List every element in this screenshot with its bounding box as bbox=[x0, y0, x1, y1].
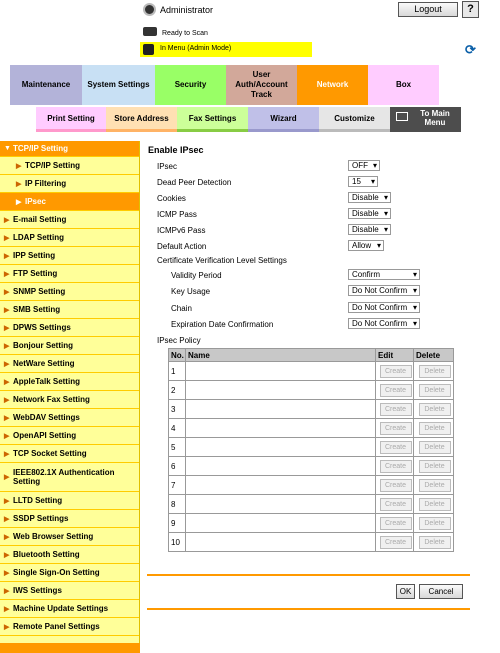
delete-button[interactable]: Delete bbox=[419, 365, 451, 378]
arrow-icon: ▶ bbox=[4, 342, 10, 350]
ready-status: Ready to Scan bbox=[162, 30, 208, 37]
chain-label: Chain bbox=[171, 304, 192, 313]
sidebar-footer bbox=[0, 643, 140, 653]
table-row bbox=[169, 476, 454, 495]
tab-to-main-menu[interactable] bbox=[390, 107, 461, 132]
divider-bottom bbox=[147, 608, 470, 610]
row-number: 1 bbox=[169, 362, 186, 381]
arrow-icon: ▶ bbox=[4, 216, 10, 224]
sidebar-item-label: Network Fax Setting bbox=[13, 395, 90, 404]
sidebar-item-label: Web Browser Setting bbox=[13, 532, 94, 541]
row-edit-cell bbox=[376, 495, 414, 514]
row-name bbox=[185, 381, 375, 400]
sidebar-item-label: OpenAPI Setting bbox=[13, 431, 77, 440]
arrow-icon: ▶ bbox=[4, 378, 10, 386]
row-edit-cell bbox=[376, 438, 414, 457]
ipsec-label: IPsec bbox=[157, 162, 178, 171]
sidebar-item-label: Machine Update Settings bbox=[13, 604, 109, 613]
row-number: 9 bbox=[169, 514, 186, 533]
table-row bbox=[169, 438, 454, 457]
row-name bbox=[185, 400, 375, 419]
row-delete-cell bbox=[414, 400, 454, 419]
to-main-menu-label: To Main Menu bbox=[420, 109, 450, 127]
arrow-icon: ▼ bbox=[4, 145, 11, 152]
cancel-button[interactable]: Cancel bbox=[419, 584, 463, 599]
arrow-icon: ▶ bbox=[16, 198, 22, 206]
sidebar-item[interactable] bbox=[0, 283, 139, 301]
arrow-icon: ▶ bbox=[4, 551, 10, 559]
main-menu-icon bbox=[396, 112, 408, 121]
row-edit-cell bbox=[376, 533, 414, 552]
delete-button[interactable]: Delete bbox=[419, 460, 451, 473]
sidebar-item[interactable] bbox=[0, 528, 139, 546]
row-delete-cell bbox=[414, 533, 454, 552]
sidebar-item[interactable] bbox=[0, 247, 139, 265]
validity-select[interactable]: Confirm ▾ bbox=[348, 269, 420, 280]
tab-box[interactable]: Box bbox=[368, 65, 439, 105]
sidebar-item-label: LDAP Setting bbox=[13, 233, 64, 242]
sidebar-item[interactable] bbox=[0, 229, 139, 247]
sidebar-item[interactable] bbox=[0, 265, 139, 283]
row-delete-cell bbox=[414, 419, 454, 438]
create-button[interactable]: Create bbox=[380, 384, 412, 397]
table-row bbox=[169, 362, 454, 381]
sidebar-item-label: AppleTalk Setting bbox=[13, 377, 80, 386]
sidebar-item[interactable] bbox=[0, 409, 139, 427]
row-delete-cell bbox=[414, 362, 454, 381]
delete-button[interactable]: Delete bbox=[419, 384, 451, 397]
create-button[interactable]: Create bbox=[380, 460, 412, 473]
table-row bbox=[169, 533, 454, 552]
col-edit: Edit bbox=[376, 349, 414, 362]
arrow-icon: ▶ bbox=[4, 432, 10, 440]
sidebar-item[interactable] bbox=[0, 355, 139, 373]
sidebar-item-label: Bluetooth Setting bbox=[13, 550, 80, 559]
arrow-icon: ▶ bbox=[16, 180, 22, 188]
tab-maintenance[interactable]: Maintenance bbox=[10, 65, 82, 105]
sidebar-item-label: IWS Settings bbox=[13, 586, 62, 595]
row-number: 10 bbox=[169, 533, 186, 552]
sidebar-item-label: FTP Setting bbox=[13, 269, 58, 278]
arrow-icon: ▶ bbox=[4, 474, 10, 481]
sidebar-item[interactable] bbox=[0, 445, 139, 463]
row-number: 6 bbox=[169, 457, 186, 476]
create-button[interactable]: Create bbox=[380, 517, 412, 530]
delete-button[interactable]: Delete bbox=[419, 517, 451, 530]
sidebar-item[interactable] bbox=[0, 301, 139, 319]
row-edit-cell bbox=[376, 476, 414, 495]
sidebar-item-label: IEEE802.1X Authentication Setting bbox=[13, 468, 115, 486]
delete-button[interactable]: Delete bbox=[419, 441, 451, 454]
arrow-icon: ▶ bbox=[4, 450, 10, 458]
arrow-icon: ▶ bbox=[4, 623, 10, 631]
delete-button[interactable]: Delete bbox=[419, 498, 451, 511]
sidebar-item[interactable] bbox=[0, 618, 139, 636]
default-action-select[interactable]: Allow ▾ bbox=[348, 240, 384, 251]
tab-store-address[interactable]: Store Address bbox=[106, 107, 177, 132]
sidebar-item[interactable] bbox=[0, 600, 139, 618]
cookies-label: Cookies bbox=[157, 194, 186, 203]
arrow-icon: ▶ bbox=[4, 515, 10, 523]
sidebar-item[interactable] bbox=[0, 373, 139, 391]
icmpv6-select[interactable]: Disable ▾ bbox=[348, 224, 391, 235]
expiration-select[interactable]: Do Not Confirm ▾ bbox=[348, 318, 420, 329]
row-name bbox=[185, 362, 375, 381]
col-no: No. bbox=[169, 349, 186, 362]
create-button[interactable]: Create bbox=[380, 536, 412, 549]
sidebar-item-label: TCP/IP Setting bbox=[25, 161, 80, 170]
sidebar-item-label: IPsec bbox=[25, 197, 46, 206]
tab-fax-settings[interactable]: Fax Settings bbox=[177, 107, 248, 132]
delete-button[interactable]: Delete bbox=[419, 422, 451, 435]
sidebar-item[interactable] bbox=[0, 391, 139, 409]
arrow-icon: ▶ bbox=[16, 162, 22, 170]
delete-button[interactable]: Delete bbox=[419, 403, 451, 416]
row-number: 4 bbox=[169, 419, 186, 438]
cert-section-label: Certificate Verification Level Settings bbox=[157, 256, 287, 265]
create-button[interactable]: Create bbox=[380, 403, 412, 416]
sidebar-item[interactable] bbox=[0, 492, 139, 510]
tab-network[interactable]: Network bbox=[297, 65, 368, 105]
ok-button[interactable]: OK bbox=[396, 584, 415, 599]
default-action-label: Default Action bbox=[157, 242, 207, 251]
row-name bbox=[185, 438, 375, 457]
sidebar-item-label: IP Filtering bbox=[25, 179, 67, 188]
arrow-icon: ▶ bbox=[4, 324, 10, 332]
sidebar-item-label: Remote Panel Settings bbox=[13, 622, 100, 631]
row-delete-cell bbox=[414, 514, 454, 533]
key-usage-label: Key Usage bbox=[171, 287, 211, 296]
create-button[interactable]: Create bbox=[380, 479, 412, 492]
row-delete-cell bbox=[414, 381, 454, 400]
arrow-icon: ▶ bbox=[4, 396, 10, 404]
sidebar-item-label: TCP/IP Setting bbox=[13, 144, 68, 153]
arrow-icon: ▶ bbox=[4, 270, 10, 278]
row-edit-cell bbox=[376, 514, 414, 533]
sidebar-item-label: SMB Setting bbox=[13, 305, 61, 314]
row-name bbox=[185, 419, 375, 438]
admin-label: Administrator bbox=[160, 5, 214, 15]
menu-status-icon bbox=[143, 44, 154, 55]
sidebar-item-label: IPP Setting bbox=[13, 251, 56, 260]
sidebar-item[interactable] bbox=[0, 211, 139, 229]
tab-wizard[interactable]: Wizard bbox=[248, 107, 319, 132]
page-title: Enable IPsec bbox=[148, 145, 204, 155]
sidebar-item-label: WebDAV Settings bbox=[13, 413, 80, 422]
icmp-label: ICMP Pass bbox=[157, 210, 197, 219]
table-row bbox=[169, 419, 454, 438]
col-delete: Delete bbox=[414, 349, 454, 362]
row-edit-cell bbox=[376, 400, 414, 419]
arrow-icon: ▶ bbox=[4, 533, 10, 541]
sidebar-item[interactable] bbox=[0, 427, 139, 445]
arrow-icon: ▶ bbox=[4, 306, 10, 314]
table-row bbox=[169, 457, 454, 476]
key-usage-select[interactable]: Do Not Confirm ▾ bbox=[348, 285, 420, 296]
row-name bbox=[185, 476, 375, 495]
sidebar-item[interactable] bbox=[0, 564, 139, 582]
col-name: Name bbox=[185, 349, 375, 362]
row-delete-cell bbox=[414, 495, 454, 514]
sidebar-item-label: LLTD Setting bbox=[13, 496, 63, 505]
table-row bbox=[169, 495, 454, 514]
sidebar-item-label: Bonjour Setting bbox=[13, 341, 73, 350]
sidebar-item[interactable] bbox=[0, 510, 139, 528]
refresh-icon[interactable]: ⟳ bbox=[465, 42, 476, 57]
row-number: 5 bbox=[169, 438, 186, 457]
sidebar-item-label: DPWS Settings bbox=[13, 323, 71, 332]
tab-customize[interactable]: Customize bbox=[319, 107, 390, 132]
row-name bbox=[185, 457, 375, 476]
expiration-label: Expiration Date Confirmation bbox=[171, 320, 274, 329]
tab-print-setting[interactable]: Print Setting bbox=[36, 107, 106, 132]
sidebar-item[interactable] bbox=[0, 157, 139, 175]
delete-button[interactable]: Delete bbox=[419, 479, 451, 492]
sidebar-item-label: E-mail Setting bbox=[13, 215, 67, 224]
row-edit-cell bbox=[376, 362, 414, 381]
ipsec-select[interactable]: OFF ▾ bbox=[348, 160, 380, 171]
delete-button[interactable]: Delete bbox=[419, 536, 451, 549]
arrow-icon: ▶ bbox=[4, 288, 10, 296]
help-button[interactable]: ? bbox=[462, 1, 479, 18]
arrow-icon: ▶ bbox=[4, 234, 10, 242]
row-edit-cell bbox=[376, 457, 414, 476]
table-row bbox=[169, 400, 454, 419]
sidebar-item[interactable] bbox=[0, 337, 139, 355]
icmp-select[interactable]: Disable ▾ bbox=[348, 208, 391, 219]
sidebar-item-label: SNMP Setting bbox=[13, 287, 66, 296]
policy-title: IPsec Policy bbox=[157, 336, 201, 345]
row-name bbox=[185, 495, 375, 514]
icmpv6-label: ICMPv6 Pass bbox=[157, 226, 206, 235]
sidebar-item[interactable] bbox=[0, 175, 139, 193]
sidebar-item[interactable] bbox=[0, 141, 139, 157]
table-row bbox=[169, 514, 454, 533]
create-button[interactable]: Create bbox=[380, 422, 412, 435]
sidebar-item-label: NetWare Setting bbox=[13, 359, 75, 368]
create-button[interactable]: Create bbox=[380, 365, 412, 378]
tab-security[interactable]: Security bbox=[155, 65, 226, 105]
row-edit-cell bbox=[376, 381, 414, 400]
sidebar-item[interactable] bbox=[0, 546, 139, 564]
tab-system-settings[interactable]: System Settings bbox=[82, 65, 155, 105]
arrow-icon: ▶ bbox=[4, 605, 10, 613]
row-number: 2 bbox=[169, 381, 186, 400]
row-number: 3 bbox=[169, 400, 186, 419]
sidebar-item-label: Single Sign-On Setting bbox=[13, 568, 100, 577]
row-edit-cell bbox=[376, 419, 414, 438]
row-delete-cell bbox=[414, 438, 454, 457]
row-name bbox=[185, 514, 375, 533]
dpd-label: Dead Peer Detection bbox=[157, 178, 232, 187]
arrow-icon: ▶ bbox=[4, 252, 10, 260]
logout-button[interactable]: Logout bbox=[398, 2, 458, 17]
row-delete-cell bbox=[414, 476, 454, 495]
sidebar-item-label: TCP Socket Setting bbox=[13, 449, 87, 458]
policy-table bbox=[168, 348, 454, 552]
arrow-icon: ▶ bbox=[4, 360, 10, 368]
tab-user-auth[interactable]: User Auth/Account Track bbox=[226, 65, 297, 105]
row-number: 8 bbox=[169, 495, 186, 514]
chain-select[interactable]: Do Not Confirm ▾ bbox=[348, 302, 420, 313]
admin-icon bbox=[143, 3, 156, 16]
cookies-select[interactable]: Disable ▾ bbox=[348, 192, 391, 203]
divider bbox=[147, 574, 470, 576]
dpd-select[interactable]: 15 ▾ bbox=[348, 176, 378, 187]
table-row bbox=[169, 381, 454, 400]
sidebar-item-label: SSDP Settings bbox=[13, 514, 69, 523]
validity-label: Validity Period bbox=[171, 271, 222, 280]
arrow-icon: ▶ bbox=[4, 497, 10, 505]
create-button[interactable]: Create bbox=[380, 441, 412, 454]
sidebar-item[interactable] bbox=[0, 193, 139, 211]
arrow-icon: ▶ bbox=[4, 414, 10, 422]
arrow-icon: ▶ bbox=[4, 569, 10, 577]
mode-status: In Menu (Admin Mode) bbox=[160, 45, 232, 52]
create-button[interactable]: Create bbox=[380, 498, 412, 511]
arrow-icon: ▶ bbox=[4, 587, 10, 595]
sidebar-item[interactable] bbox=[0, 582, 139, 600]
scanner-icon bbox=[143, 27, 157, 36]
row-delete-cell bbox=[414, 457, 454, 476]
row-name bbox=[185, 533, 375, 552]
sidebar-item[interactable] bbox=[0, 319, 139, 337]
row-number: 7 bbox=[169, 476, 186, 495]
sidebar-item[interactable] bbox=[0, 463, 139, 492]
